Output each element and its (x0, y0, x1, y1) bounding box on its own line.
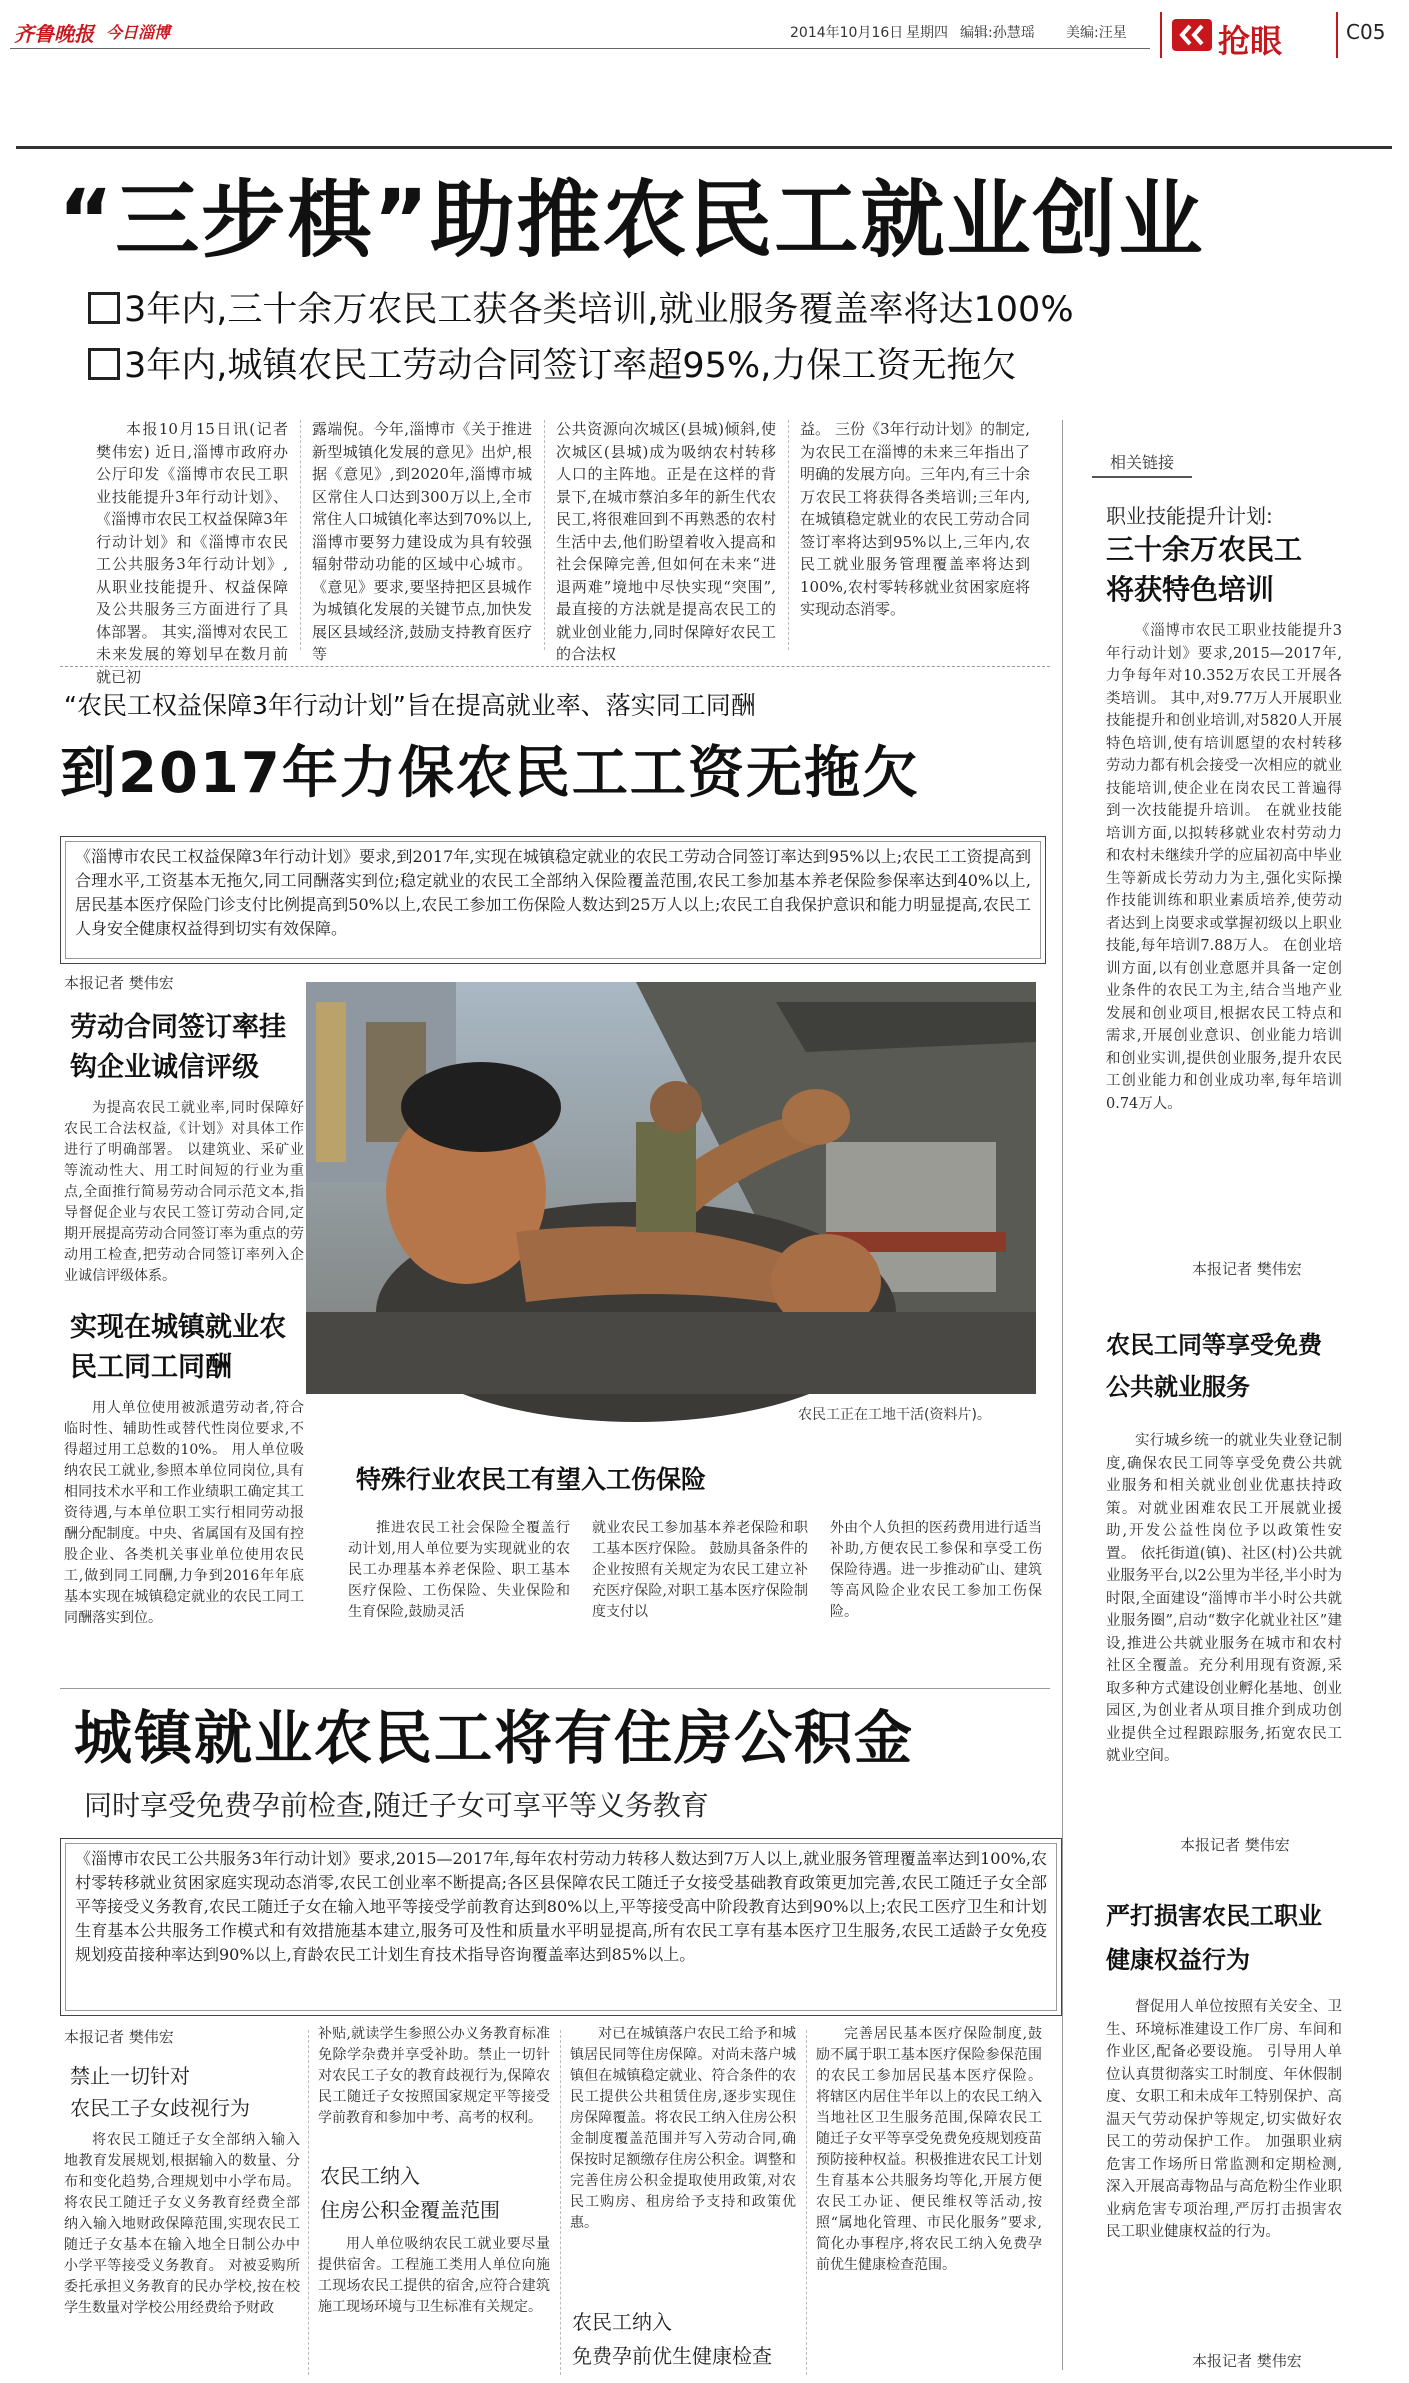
column-badge (1160, 12, 1326, 58)
square-bullet-icon (88, 292, 120, 324)
section3-title: 城镇就业农民工将有住房公积金 (74, 1704, 915, 1772)
main-headline: “三步棋”助推农民工就业创业 (58, 171, 1205, 269)
sidebar-kicker: 职业技能提升计划: (1106, 504, 1273, 528)
deck-line-2 (88, 344, 1016, 388)
deck-line-1 (88, 288, 1074, 332)
intro-col-1: 本报10月15日讯(记者 樊伟宏) 近日,淄博市政府办公厅印发《淄博市农民工职业技能提升3年行动计划》、《淄博市农民工权益保障3年行动计划》和《淄博市农民工公共服务3年行动计划》,从职业技能提升、权益保障及公共服务三方面进行了具体部署。 其实,淄博对农民工未来发展的筹划早在数月前就已初 (96, 420, 288, 686)
top-rule (16, 146, 1392, 149)
section2-body-2: 用人单位使用被派遣劳动者,符合临时性、辅助性或替代性岗位要求,不得超过用工总数的10%。 用人单位吸纳农民工就业,参照本单位同岗位,具有相同技术水平和工作业绩职工确定其工资待遇,与本单位职工实行相同劳动报酬分配制度。中央、省属国有及国有控股企业、各类机关事业单位使用农民工,做到同工同酬,力争到2016年年底基本实现在城镇稳定就业的农民工同工同酬落实到位。 (64, 1400, 304, 1626)
section2-sub-1: 劳动合同签订率挂钩企业诚信评级 (70, 1012, 286, 1083)
sidebar-body-3: 督促用人单位按照有关安全、卫生、环境标准建设工作厂房、车间和作业区,配备必要设施。 引导用人单位认真贯彻落实工时制度、年休假制度、女职工和未成年工特别保护、高温天气劳动保护等规定,切实做好农民工的劳动保护工作。 加强职业病危害工作场所日常监测和定期检测,深入开展高毒物品与高危粉尘作业职业病危害专项治理,严厉打击损害农民工职业健康权益的行为。 (1106, 1999, 1342, 2240)
section2-sub-2: 实现在城镇就业农民工同工同酬 (70, 1312, 286, 1383)
square-bullet-icon (88, 348, 120, 380)
col-divider (560, 2030, 561, 2375)
sidebar-byline-1: 本报记者 樊伟宏 (1192, 1260, 1302, 1278)
section2-byline: 本报记者 樊伟宏 (64, 974, 174, 992)
section2-kicker: “农民工权益保障3年行动计划”旨在提高就业率、落实同工同酬 (64, 691, 756, 720)
sidebar-title-3: 严打损害农民工职业健康权益行为 (1106, 1902, 1322, 1974)
related-link-label: 相关链接 (1110, 453, 1175, 472)
col-divider (788, 420, 789, 650)
sidebar-title-1: 三十余万农民工将获特色培训 (1106, 533, 1303, 606)
col-divider (300, 420, 301, 650)
masthead-rule (10, 48, 1150, 49)
section3-sub-2a: 农民工纳入 (320, 2164, 420, 2188)
section2-body-3c: 外由个人负担的医药费用进行适当补助,方便农民工参保和享受工伤保险待遇。进一步推动矿山、建筑等高风险企业农民工参加工伤保险。 (830, 1520, 1042, 1620)
photo-caption: 农民工正在工地干活(资料片)。 (798, 1407, 991, 1423)
page-number: C05 (1346, 20, 1386, 44)
col-divider (806, 2030, 807, 2375)
section-name: 今日淄博 (106, 23, 171, 42)
section3-sub-3b: 免费孕前优生健康检查 (572, 2344, 772, 2368)
section2-body-3b: 就业农民工参加基本养老保险和职工基本医疗保险。 鼓励具备条件的企业按照有关规定为农民工建立补充医疗保险,对职工基本医疗保险制度支付以 (592, 1520, 808, 1620)
worker-photo-illustration (306, 982, 1036, 1394)
paper-logo: 齐鲁晚报 (14, 22, 94, 46)
section3-body-2b: 用人单位吸纳农民工就业要尽量提供宿舍。工程施工类用人单位向施工现场农民工提供的宿舍,应符合建筑施工现场环境与卫生标准有关规定。 (318, 2236, 550, 2315)
issue-date: 2014年10月16日 (790, 25, 904, 41)
page-divider (1336, 12, 1338, 58)
section-divider (60, 666, 1050, 667)
issue-weekday: 星期四 (906, 25, 948, 41)
sidebar-byline-3: 本报记者 樊伟宏 (1192, 2352, 1302, 2370)
section3-sub-2b: 住房公积金覆盖范围 (320, 2198, 500, 2222)
sidebar-body-2: 实行城乡统一的就业失业登记制度,确保农民工同等享受免费公共就业服务和相关就业创业优惠扶持政策。对就业困难农民工开展就业援助,开发公益性岗位予以政策性安置。 依托街道(镇)、社区(村)公共就业服务平台,以2公里为半径,半小时为时限,全面建设“淄博市半小时公共就业服务圈”,启动“数字化就业社区”建设,推进公共就业服务在城市和农村社区全覆盖。充分利用现有资源,采取多种方式建设创业孵化基地、创业园区,为创业者从项目推介到成功创业提供全过程跟踪服务,拓宽农民工就业空间。 (1106, 1433, 1342, 1764)
sidebar-byline-2: 本报记者 樊伟宏 (1180, 1836, 1290, 1854)
intro-col-2: 露端倪。今年,淄博市《关于推进新型城镇化发展的意见》出炉,根据《意见》,到2020年,淄博市城区常住人口达到300万以上,全市常住人口城镇化率达到70%以上,淄博市要努力建设成为具有较强辐射带动功能的区域中心城市。《意见》要求,要坚持把区县城作为城镇化发展的关键节点,加快发展区县域经济,鼓励支持教育医疗等 (312, 420, 532, 663)
double-chevron-icon (1172, 19, 1212, 51)
section3-body-4: 完善居民基本医疗保险制度,鼓励不属于职工基本医疗保险参保范围的农民工参加居民基本医疗保险。 将辖区内居住半年以上的农民工纳入当地社区卫生服务范围,保障农民工随迁子女平等享受免费免疫规划疫苗预防接种权益。积极推进农民工计划生育基本公共服务均等化,开展方便农民工办证、便民维权等活动,按照“属地化管理、市民化服务”要求,简化办事程序,将农民工纳入免费孕前优生健康检查范围。 (816, 2026, 1042, 2273)
section3-sub-1a: 禁止一切针对 (70, 2064, 190, 2088)
section2-body-1: 为提高农民工就业率,同时保障好农民工合法权益,《计划》对具体工作进行了明确部署。 以建筑业、采矿业等流动性大、用工时间短的行业为重点,全面推行简易劳动合同示范文本,指导督促企业与农民工签订劳动合同,定期开展提高劳动合同签订率为重点的劳动用工检查,把劳动合同签订率列入企业诚信评级体系。 (64, 1100, 304, 1284)
intro-col-4: 益。 三份《3年行动计划》的制定,为农民工在淄博的未来三年指出了明确的发展方向。三年内,有三十余万农民工将获得各类培训;三年内,在城镇稳定就业的农民工劳动合同签订率将达到95%以上,三年内,农民工就业服务管理覆盖率将达到100%,农村零转移就业贫困家庭将实现动态消零。 (800, 420, 1030, 618)
section3-body-2: 补贴,就读学生参照公办义务教育标准免除学杂费并享受补助。禁止一切针对农民工子女的教育歧视行为,保障农民工随迁子女按照国家规定平等接受学前教育和参加中考、高考的权利。 (318, 2026, 550, 2126)
section2-summary-box: 《淄博市农民工权益保障3年行动计划》要求,到2017年,实现在城镇稳定就业的农民工劳动合同签订率达到95%以上;农民工工资提高到合理水平,工资基本无拖欠,同工同酬落实到位;稳定就业的农民工全部纳入保险覆盖范围,农民工参加基本养老保险参保率达到40%以上,居民基本医疗保险门诊支付比例提高到50%以上,农民工参加工伤保险人数达到25万人以上;农民工自我保护意识和能力明显提高,农民工人身安全健康权益得到切实有效保障。 (60, 836, 1046, 964)
designer-credit: 美编:汪星 (1066, 25, 1127, 41)
section2-sub-3: 特殊行业农民工有望入工伤保险 (356, 1465, 707, 1494)
section3-body-3: 对已在城镇落户农民工给予和城镇居民同等住房保障。对尚未落户城镇但在城镇稳定就业、符合条件的农民工提供公共租赁住房,逐步实现住房保障覆盖。将农民工纳入住房公积金制度覆盖范围并写入劳动合同,确保按时足额缴存住房公积金。调整和完善住房公积金提取使用政策,对农民工购房、租房给予支持和政策优惠。 (570, 2026, 796, 2231)
section-divider (60, 1688, 1050, 1689)
section3-sub-1b: 农民工子女歧视行为 (70, 2096, 250, 2120)
intro-col-3: 公共资源向次城区(县城)倾斜,使次城区(县城)成为吸纳农村转移人口的主阵地。正是在这样的背景下,在城市蔡泊多年的新生代农民工,将很难回到不再熟悉的农村生活中去,他们盼望着收入提高和社会保障完善,但如何在未来“进退两难”境地中尽快实现“突围”,最直接的方法就是提高农民工的就业创业能力,同时保障好农民工的合法权 (556, 420, 776, 663)
sidebar-divider (1062, 420, 1063, 2370)
deck-text-1: 3年内,三十余万农民工获各类培训,就业服务覆盖率将达100% (124, 290, 1074, 330)
section2-title: 到2017年力保农民工工资无拖欠 (60, 741, 920, 806)
column-name: 抢眼 (1218, 22, 1283, 60)
col-divider (544, 420, 545, 650)
construction-photo (306, 982, 1036, 1394)
section3-byline: 本报记者 樊伟宏 (64, 2028, 174, 2046)
related-link-tag (1092, 450, 1192, 478)
editor-credit: 编辑:孙慧瑶 (960, 25, 1035, 41)
deck-text-2: 3年内,城镇农民工劳动合同签订率超95%,力保工资无拖欠 (124, 346, 1017, 386)
section3-summary-box: 《淄博市农民工公共服务3年行动计划》要求,2015—2017年,每年农村劳动力转移人数达到7万人以上,就业服务管理覆盖率达到100%,农村零转移就业贫困家庭实现动态消零,农民工创业率不断提高;各区县保障农民工随迁子女接受基础教育政策更加完善,农民工随迁子女全部平等接受义务教育,农民工随迁子女在输入地平等接受学前教育达到80%以上,平等接受高中阶段教育达到90%以上;农民工医疗卫生和计划生育基本公共服务工作模式和有效措施基本建立,服务可及性和质量水平明显提高,所有农民工享有基本医疗卫生服务,农民工适龄子女免疫规划疫苗接种率达到90%以上,育龄农民工计划生育技术指导咨询覆盖率达到85%以上。 (60, 1838, 1062, 2016)
masthead (0, 0, 1409, 80)
sidebar-title-2: 农民工同等享受免费公共就业服务 (1106, 1331, 1322, 1401)
sidebar-body-1: 《淄博市农民工职业技能提升3年行动计划》要求,2015—2017年,力争每年对10.352万农民工开展各类培训。 其中,对9.77万人开展职业技能提升和创业培训,对5820人开展特色培训,使有培训愿望的农村转移劳动力都有机会接受一次相应的就业技能培训,使企业在岗农民工普遍得到一次技能提升培训。 在就业技能培训方面,以拟转移就业农村劳动力和农村未继续升学的应届初高中毕业生等新成长劳动力为主,强化实际操作技能训练和职业素质培养,使劳动者达到上岗要求或掌握初级以上职业技能,每年培训7.88万人。 在创业培训方面,以有创业意愿并具备一定创业条件的农民工为主,结合当地产业发展和创业项目,根据农民工特点和需求,开展创业意识、创业能力培训和创业实训,提供创业服务,提升农民工创业能力和创业成功率,每年培训0.74万人。 (1106, 623, 1342, 1112)
section3-body-1: 将农民工随迁子女全部纳入输入地教育发展规划,根据输入的数量、分布和变化趋势,合理规划中小学布局。将农民工随迁子女义务教育经费全部纳入输入地财政保障范围,实现农民工随迁子女基本在输入地全日制公办中小学平等接受义务教育。 对被妥购所委托承担义务教育的民办学校,按在校学生数量对学校公用经费给予财政 (64, 2132, 300, 2316)
section3-subtitle: 同时享受免费孕前检查,随迁子女可享平等义务教育 (84, 1789, 709, 1822)
section2-body-3a: 推进农民工社会保险全覆盖行动计划,用人单位要为实现就业的农民工办理基本养老保险、职工基本医疗保险、工伤保险、失业保险和生育保险,鼓励灵活 (348, 1520, 570, 1620)
col-divider (308, 2030, 309, 2375)
section3-sub-3a: 农民工纳入 (572, 2310, 672, 2334)
